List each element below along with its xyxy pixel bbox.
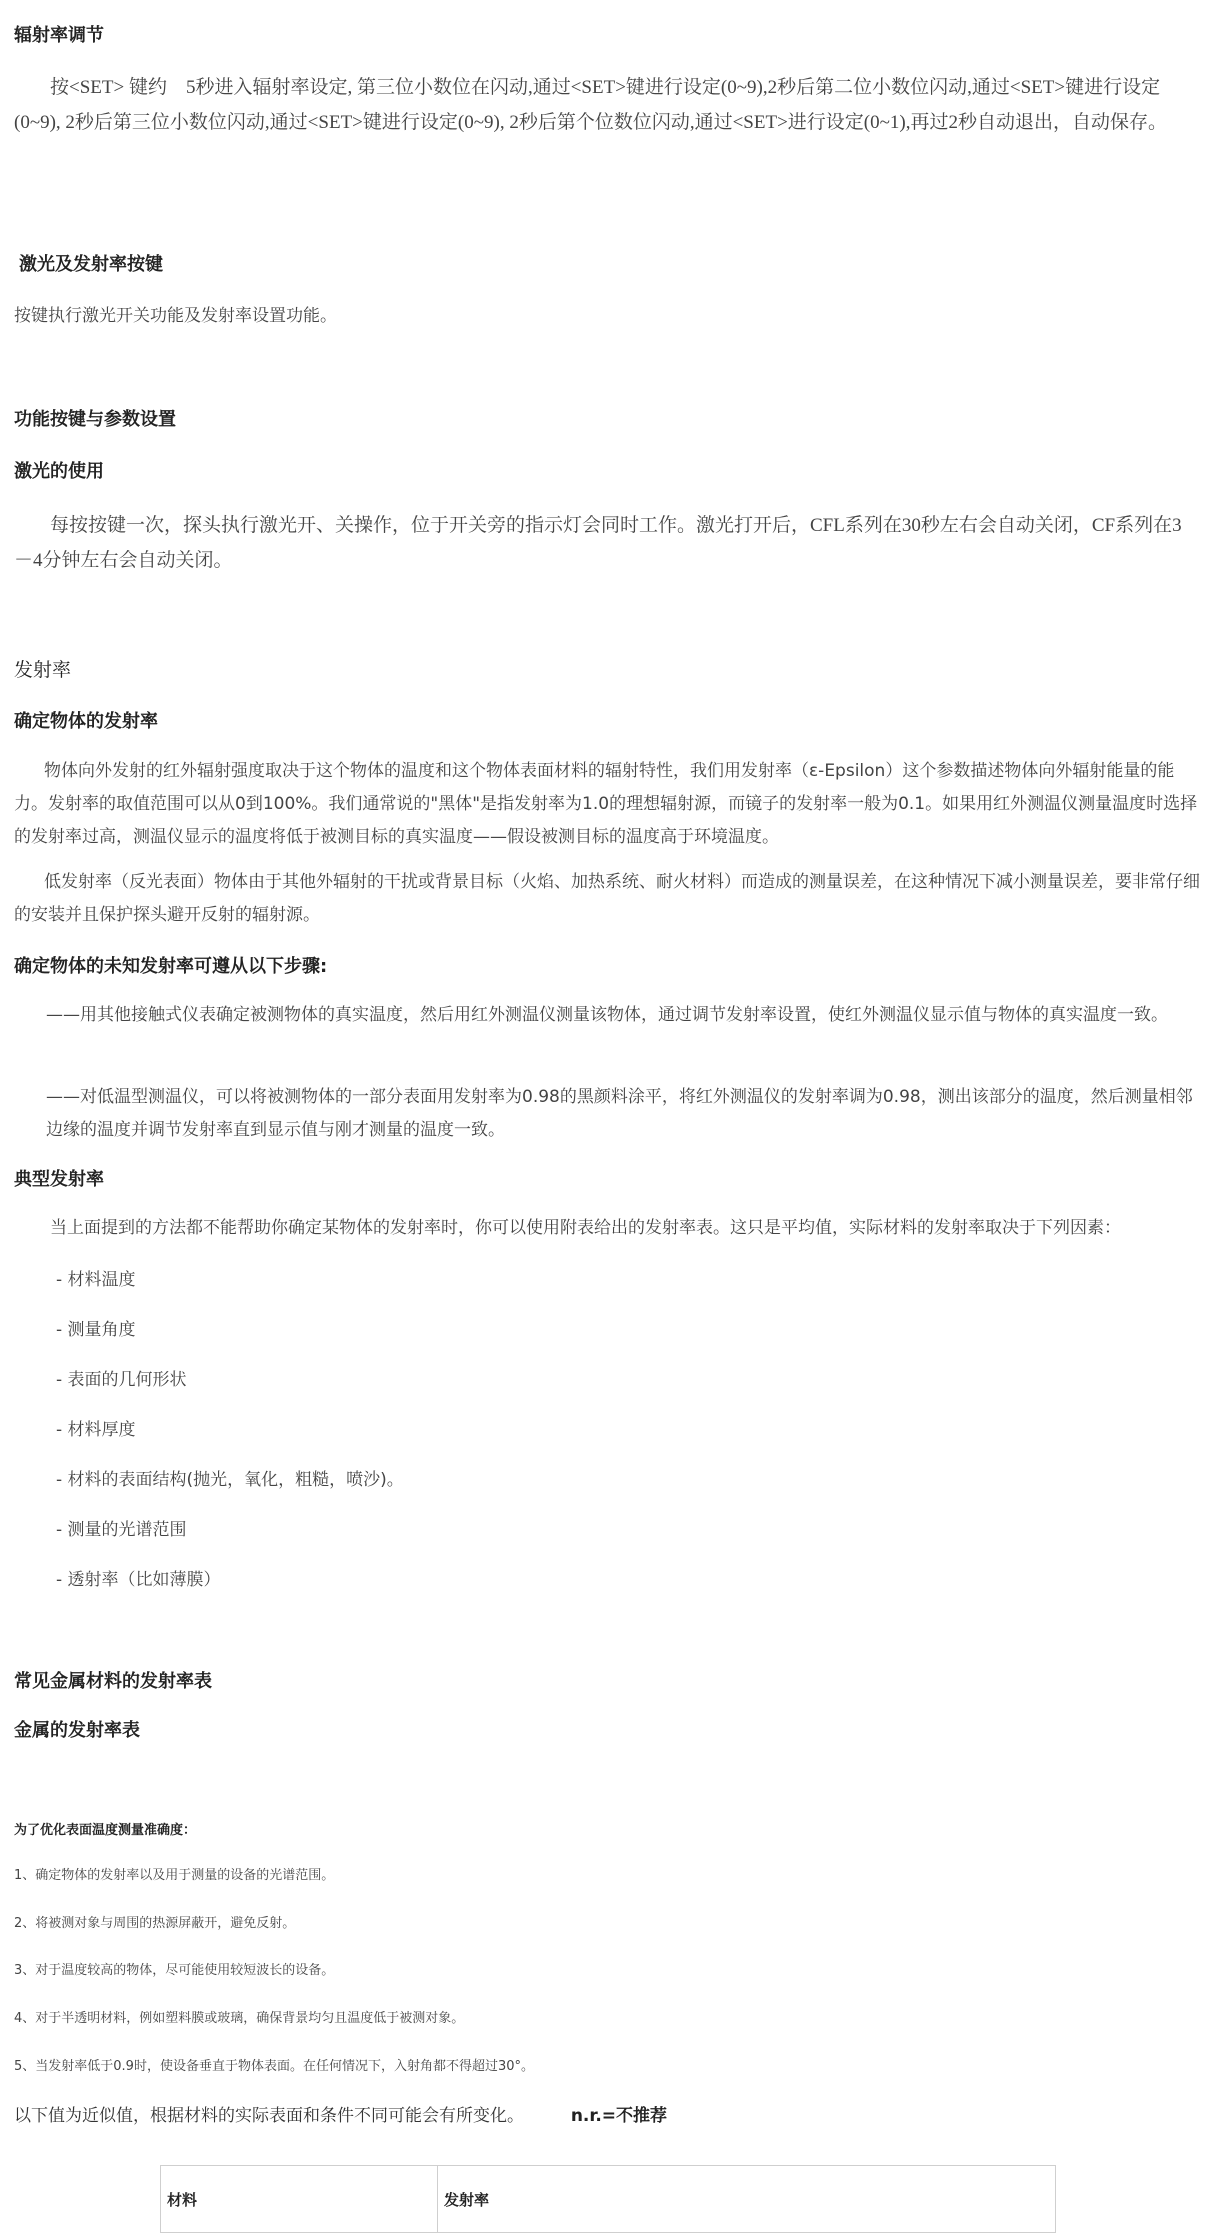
laser-usage-paragraph: 每按按键一次，探头执行激光开、关操作，位于开关旁的指示灯会同时工作。激光打开后，CFL系列在30秒左右会自动关闭，CF系列在3－4分钟左右会自动关闭。: [14, 515, 1182, 571]
factor-item: - 测量角度: [56, 1320, 136, 1340]
emissivity-heading: 发射率: [14, 659, 72, 681]
factor-item: - 材料温度: [56, 1270, 136, 1290]
factor-item: - 材料的表面结构(抛光，氧化，粗糙，喷沙)。: [56, 1470, 404, 1490]
radiation-adjust-heading: 辐射率调节: [14, 25, 104, 46]
factor-item: - 测量的光谱范围: [56, 1520, 187, 1540]
optimize-item: 3、对于温度较高的物体，尽可能使用较短波长的设备。: [14, 1963, 335, 1978]
optimize-item: 4、对于半透明材料，例如塑料膜或玻璃，确保背景均匀且温度低于被测对象。: [14, 2011, 465, 2026]
optimize-heading: 为了优化表面温度测量准确度：: [14, 1823, 197, 1838]
laser-usage-subheading: 激光的使用: [14, 461, 104, 482]
emissivity-paragraph-2: 低发射率（反光表面）物体由于其他外辐射的干扰或背景目标（火焰、加热系统、耐火材料）而造成的测量误差，在这种情况下减小测量误差，要非常仔细的安装并且保护探头避开反射的辐射源。: [14, 872, 1200, 925]
determine-emissivity-subheading: 确定物体的发射率: [14, 711, 158, 732]
function-keys-heading: 功能按键与参数设置: [14, 409, 176, 430]
factor-item: - 材料厚度: [56, 1420, 136, 1440]
radiation-adjust-paragraph: 按<SET> 键约 5秒进入辐射率设定, 第三位小数位在闪动,通过<SET>键进行设定(0~9),2秒后第二位小数位闪动,通过<SET>键进行设定(0~9), 2秒后第三位小数位闪动,通过<SET>键进行设定(0~9), 2秒后第个位数位闪动,通过<SET>进行设定(0~1),再过2秒自动退出，自动保存。: [14, 77, 1167, 133]
metals-subheading: 金属的发射率表: [14, 1720, 140, 1741]
factor-item: - 透射率（比如薄膜）: [56, 1570, 221, 1590]
typical-emissivity-heading: 典型发射率: [14, 1169, 104, 1190]
not-recommended-note: n.r.=不推荐: [570, 2106, 668, 2126]
emissivity-paragraph-1: 物体向外发射的红外辐射强度取决于这个物体的温度和这个物体表面材料的辐射特性，我们用发射率（ε-Epsilon）这个参数描述物体向外辐射能量的能力。发射率的取值范围可以从0到100%。我们通常说的"黑体"是指发射率为1.0的理想辐射源，而镜子的发射率一般为0.1。如果用红外测温仪测量温度时选择的发射率过高，测温仪显示的温度将低于被测目标的真实温度——假设被测目标的温度高于环境温度。: [14, 761, 1198, 847]
unknown-emissivity-heading: 确定物体的未知发射率可遵从以下步骤:: [14, 956, 328, 977]
laser-key-paragraph: 按键执行激光开关功能及发射率设置功能。: [14, 306, 337, 326]
approx-note: [14, 2101, 667, 2126]
table-header-row: [161, 2166, 1056, 2233]
approx-note-text: 以下值为近似值，根据材料的实际表面和条件不同可能会有所变化。: [14, 2106, 524, 2126]
unknown-emissivity-step-1: ——用其他接触式仪表确定被测物体的真实温度，然后用红外测温仪测量该物体，通过调节发射率设置，使红外测温仪显示值与物体的真实温度一致。: [46, 1005, 1168, 1025]
optimize-item: 5、当发射率低于0.9时，使设备垂直于物体表面。在任何情况下，入射角都不得超过30°。: [14, 2059, 534, 2074]
emissivity-table: [160, 2165, 1056, 2233]
optimize-item: 2、将被测对象与周围的热源屏蔽开，避免反射。: [14, 1916, 296, 1931]
optimize-item: 1、确定物体的发射率以及用于测量的设备的光谱范围。: [14, 1868, 335, 1883]
metals-heading: 常见金属材料的发射率表: [14, 1671, 212, 1692]
factor-item: - 表面的几何形状: [56, 1370, 187, 1390]
laser-key-heading: 激光及发射率按键: [19, 254, 163, 275]
typical-emissivity-intro: 当上面提到的方法都不能帮助你确定某物体的发射率时，你可以使用附表给出的发射率表。这只是平均值，实际材料的发射率取决于下列因素：: [50, 1218, 1121, 1238]
unknown-emissivity-step-2: ——对低温型测温仪，可以将被测物体的一部分表面用发射率为0.98的黑颜料涂平，将红外测温仪的发射率调为0.98，测出该部分的温度，然后测量相邻边缘的温度并调节发射率直到显示值与刚才测量的温度一致。: [46, 1087, 1193, 1140]
table-header-material: 材料: [161, 2166, 438, 2233]
table-header-emissivity: 发射率: [438, 2166, 1056, 2233]
